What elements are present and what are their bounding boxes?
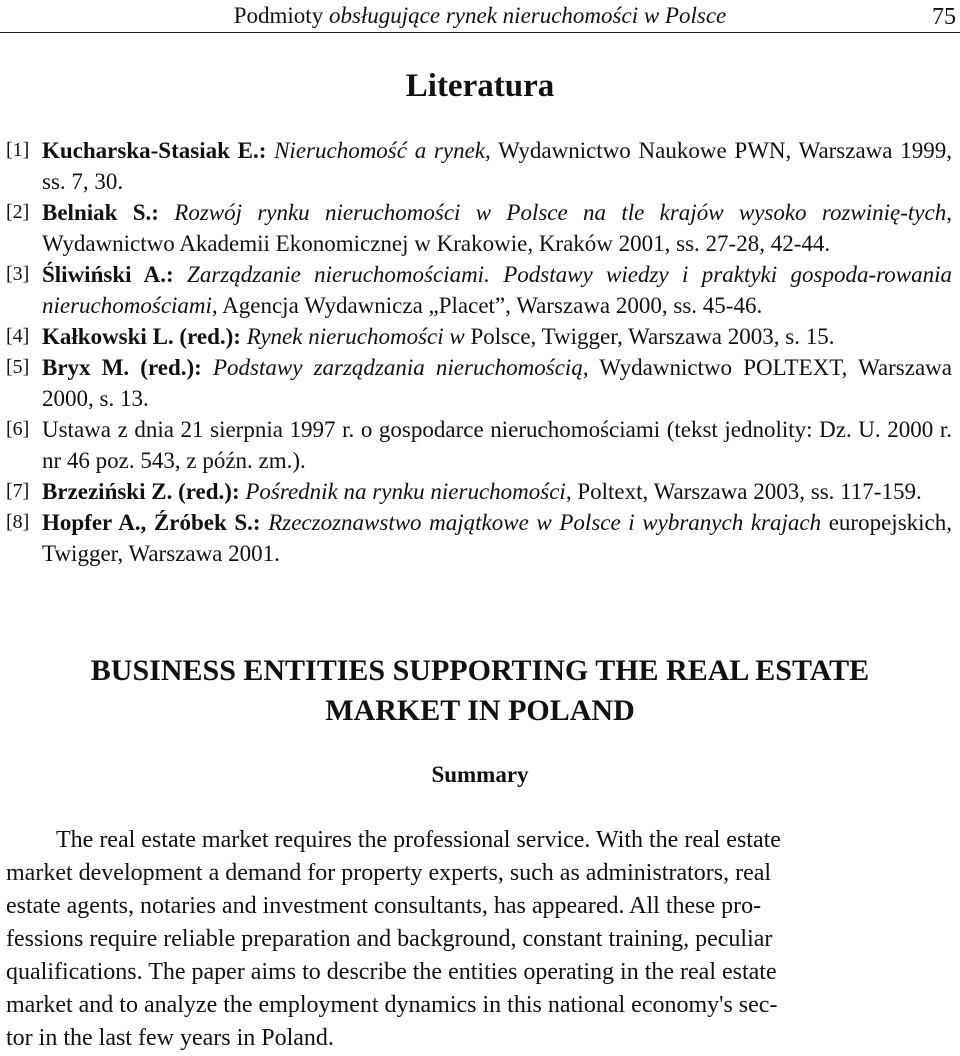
reference-item xyxy=(6,321,952,352)
reference-item xyxy=(6,414,952,476)
summary-line: qualifications. The paper aims to describe the entities operating in the real estate xyxy=(6,959,777,985)
reference-number: [3] xyxy=(6,263,30,285)
summary-line: tor in the last few years in Poland. xyxy=(6,1025,334,1051)
reference-details: , Agencja Wydawnicza „Placet”, Warszawa 2000, ss. 45-46. xyxy=(211,293,763,318)
reference-details: Polsce, Twigger, Warszawa 2003, s. 15. xyxy=(464,324,835,349)
reference-author: Kałkowski L. (red.) xyxy=(42,324,234,349)
english-title-line: MARKET IN POLAND xyxy=(325,694,635,727)
summary-line: fessions require reliable preparation and background, constant training, peculiar xyxy=(6,926,773,952)
reference-details: Ustawa z dnia 21 sierpnia 1997 r. o gospodarce nieruchomościami (tekst jednolity: Dz. U. 2000 r. nr 46 poz. 543, z późn. zm.). xyxy=(42,417,952,473)
reference-number: [4] xyxy=(6,325,30,347)
reference-author: Kucharska-Stasiak E. xyxy=(42,138,259,163)
reference-details: europejskich, Twigger, Warszawa 2001. xyxy=(42,510,952,566)
reference-author: Belniak S. xyxy=(42,200,152,225)
reference-author: Bryx M. (red.) xyxy=(42,355,195,380)
reference-details: , Wydawnictwo Akademii Ekonomicznej w Krakowie, Kraków 2001, ss. 27-28, 42-44. xyxy=(42,200,952,256)
reference-number: [2] xyxy=(6,201,30,223)
reference-details: Wydawnictwo Naukowe PWN, Warszawa 1999, ss. 7, 30. xyxy=(42,138,952,194)
reference-details: , Wydawnictwo POLTEXT, Warszawa 2000, s. 13. xyxy=(42,355,952,411)
summary-line: estate agents, notaries and investment consultants, has appeared. All these pro- xyxy=(6,893,762,919)
reference-item xyxy=(6,476,952,507)
reference-separator: : xyxy=(194,355,213,380)
reference-item xyxy=(6,507,952,569)
summary-heading: Summary xyxy=(431,762,529,787)
english-title-line: BUSINESS ENTITIES SUPPORTING THE REAL ESTATE xyxy=(90,654,870,687)
running-header-title-italic: obsługujące rynek nieruchomości w Polsce xyxy=(328,3,727,28)
page-number: 75 xyxy=(932,4,956,30)
reference-separator: : xyxy=(231,479,246,504)
reference-author: Brzeziński Z. (red.) xyxy=(42,479,232,504)
reference-title: Rzeczoznawstwo majątkowe w Polsce i wybranych krajach xyxy=(268,510,822,535)
reference-number: [7] xyxy=(6,480,30,502)
reference-author: Śliwiński A. xyxy=(42,262,166,287)
reference-number: [8] xyxy=(6,511,30,533)
running-header-title-plain: Podmioty xyxy=(233,3,329,28)
reference-item xyxy=(6,259,952,321)
reference-title: Rynek nieruchomości w xyxy=(246,324,465,349)
reference-title: Pośrednik na rynku nieruchomości xyxy=(245,479,566,504)
reference-number: [5] xyxy=(6,356,30,378)
reference-details: , Poltext, Warszawa 2003, ss. 117-159. xyxy=(565,479,922,504)
reference-title: Podstawy zarządzania nieruchomością xyxy=(212,355,583,380)
reference-item xyxy=(6,197,952,259)
reference-author: Hopfer A., Źróbek S. xyxy=(42,510,253,535)
reference-separator: : xyxy=(258,138,275,163)
summary-paragraph xyxy=(6,824,952,1055)
english-title xyxy=(0,651,960,731)
summary-line: The real estate market requires the professional service. With the real estate xyxy=(56,827,781,853)
reference-number: [1] xyxy=(6,139,30,161)
reference-item xyxy=(6,135,952,197)
reference-title: Rozwój rynku nieruchomości w Polsce na tle krajów wysoko rozwinię-tych xyxy=(174,200,947,225)
running-header xyxy=(0,0,960,33)
reference-title: Zarządzanie nieruchomościami. Podstawy wiedzy i praktyki gospoda-rowania nieruchomościami xyxy=(42,262,952,318)
summary-line: market and to analyze the employment dynamics in this national economy's sec- xyxy=(6,992,778,1018)
reference-separator: : xyxy=(233,324,247,349)
reference-number: [6] xyxy=(6,418,30,440)
reference-separator: : xyxy=(151,200,175,225)
reference-title: Nieruchomość a rynek, xyxy=(274,138,491,163)
literature-heading: Literatura xyxy=(405,68,555,104)
reference-separator: : xyxy=(165,262,188,287)
reference-item xyxy=(6,352,952,414)
summary-line: market development a demand for property experts, such as administrators, real xyxy=(6,860,772,886)
running-header-title xyxy=(0,2,960,30)
reference-separator: : xyxy=(252,510,269,535)
reference-list xyxy=(6,135,952,569)
